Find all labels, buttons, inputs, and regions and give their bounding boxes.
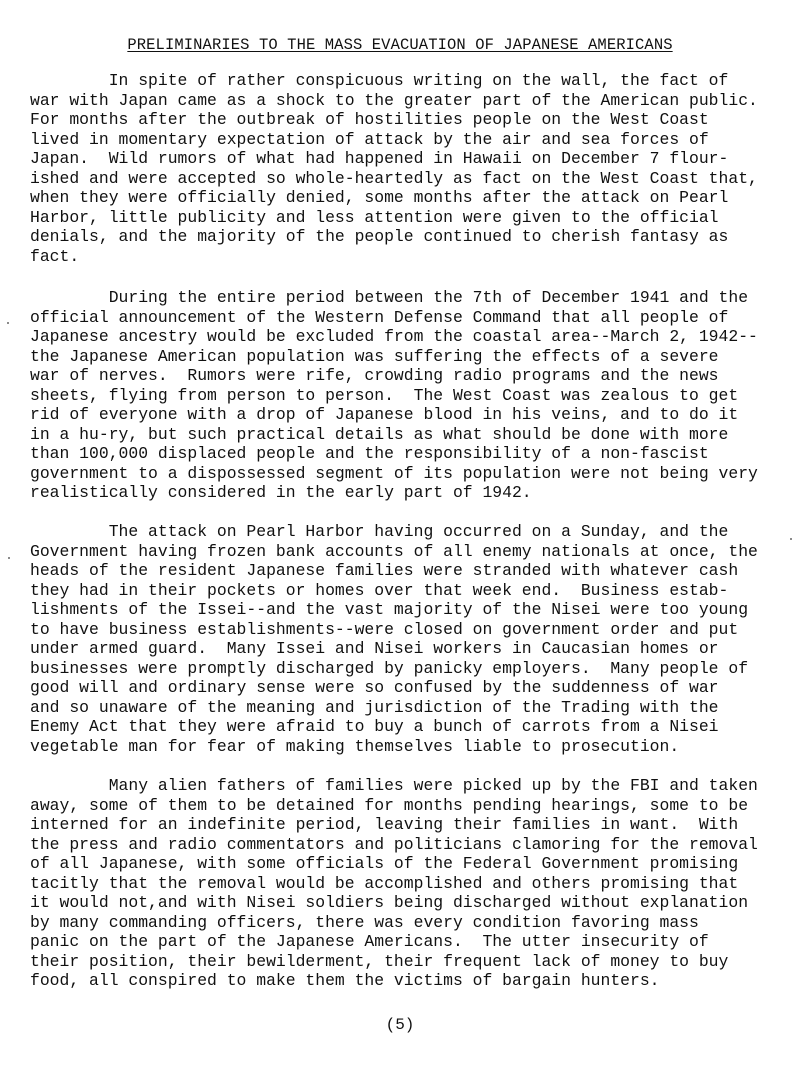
text-line: lishments of the Issei--and the vast majority of the Nisei were too young bbox=[30, 600, 749, 619]
text-line: During the entire period between the 7th of December 1941 and the bbox=[30, 288, 749, 307]
text-line: and so unaware of the meaning and jurisdiction of the Trading with the bbox=[30, 697, 719, 717]
text-line: ished and were accepted so whole-heartedly as fact on the West Coast that, bbox=[30, 168, 758, 188]
paragraph bbox=[30, 288, 770, 503]
text-line: realistically considered in the early part of 1942. bbox=[30, 483, 532, 502]
page-number: (5) bbox=[385, 1016, 415, 1034]
text-line: Many alien fathers of families were picked up by the FBI and taken bbox=[30, 776, 758, 795]
paragraph bbox=[30, 776, 770, 991]
text-line: In spite of rather conspicuous writing on the wall, the fact of bbox=[30, 71, 729, 90]
text-line: to have business establishments--were closed on government order and put bbox=[30, 619, 739, 639]
text-line: under armed guard. Many Issei and Nisei workers in Caucasian homes or bbox=[30, 639, 719, 658]
text-line: by many commanding officers, there was every condition favoring mass bbox=[30, 912, 699, 932]
text-line: away, some of them to be detained for months pending hearings, some to be bbox=[30, 795, 749, 815]
text-line: it would not,and with Nisei soldiers being discharged without explanation bbox=[30, 893, 749, 912]
text-line: food, all conspired to make them the victims of bargain hunters. bbox=[30, 971, 660, 990]
text-line: government to a dispossessed segment of its population were not being very bbox=[30, 463, 758, 483]
text-line: vegetable man for fear of making themselves liable to prosecution. bbox=[30, 736, 680, 756]
text-line: the press and radio commentators and politicians clamoring for the removal bbox=[30, 834, 758, 854]
text-line: For months after the outbreak of hostilities people on the West Coast bbox=[30, 110, 709, 129]
paragraph bbox=[30, 71, 770, 266]
text-line: panic on the part of the Japanese Americans. The utter insecurity of bbox=[30, 932, 709, 951]
text-line: in a hu-ry, but such practical details as what should be done with more bbox=[30, 424, 729, 444]
text-line: businesses were promptly discharged by panicky employers. Many people of bbox=[30, 658, 749, 678]
text-line: their position, their bewilderment, their frequent lack of money to buy bbox=[30, 951, 729, 971]
text-line: Japan. Wild rumors of what had happened in Hawaii on December 7 flour- bbox=[30, 149, 729, 168]
text-line: Government having frozen bank accounts of all enemy nationals at once, the bbox=[30, 541, 758, 561]
text-line: than 100,000 displaced people and the responsibility of a non-fascist bbox=[30, 444, 709, 463]
text-line: the Japanese American population was suffering the effects of a severe bbox=[30, 346, 719, 366]
text-line: war of nerves. Rumors were rife, crowding radio programs and the news bbox=[30, 366, 719, 385]
text-line: Japanese ancestry would be excluded from the coastal area--March 2, 1942-- bbox=[30, 327, 758, 346]
text-line: The attack on Pearl Harbor having occurred on a Sunday, and the bbox=[30, 522, 729, 541]
text-line: fact. bbox=[30, 246, 80, 266]
text-line: Enemy Act that they were afraid to buy a bunch of carrots from a Nisei bbox=[30, 717, 719, 736]
text-line: of all Japanese, with some officials of the Federal Government promising bbox=[30, 854, 739, 873]
text-line: Harbor, little publicity and less attention were given to the official bbox=[30, 207, 719, 227]
text-line: good will and ordinary sense were so confused by the suddenness of war bbox=[30, 678, 719, 697]
text-line: tacitly that the removal would be accomplished and others promising that bbox=[30, 873, 739, 893]
text-line: interned for an indefinite period, leaving their families in want. With bbox=[30, 815, 739, 834]
text-line: rid of everyone with a drop of Japanese blood in his veins, and to do it bbox=[30, 405, 739, 424]
scan-speck bbox=[790, 538, 792, 540]
text-line: war with Japan came as a shock to the greater part of the American public. bbox=[30, 90, 758, 110]
text-line: sheets, flying from person to person. The West Coast was zealous to get bbox=[30, 385, 739, 405]
text-line: when they were officially denied, some months after the attack on Pearl bbox=[30, 188, 729, 207]
scan-speck bbox=[8, 557, 10, 559]
page-title: PRELIMINARIES TO THE MASS EVACUATION OF JAPANESE AMERICANS bbox=[127, 36, 673, 54]
text-line: lived in momentary expectation of attack by the air and sea forces of bbox=[30, 129, 709, 149]
scan-speck bbox=[7, 322, 9, 324]
text-line: they had in their pockets or homes over that week end. Business estab- bbox=[30, 580, 729, 600]
text-line: official announcement of the Western Defense Command that all people of bbox=[30, 307, 729, 327]
text-line: heads of the resident Japanese families were stranded with whatever cash bbox=[30, 561, 739, 580]
paragraph bbox=[30, 522, 770, 756]
text-line: denials, and the majority of the people continued to cherish fantasy as bbox=[30, 227, 729, 246]
